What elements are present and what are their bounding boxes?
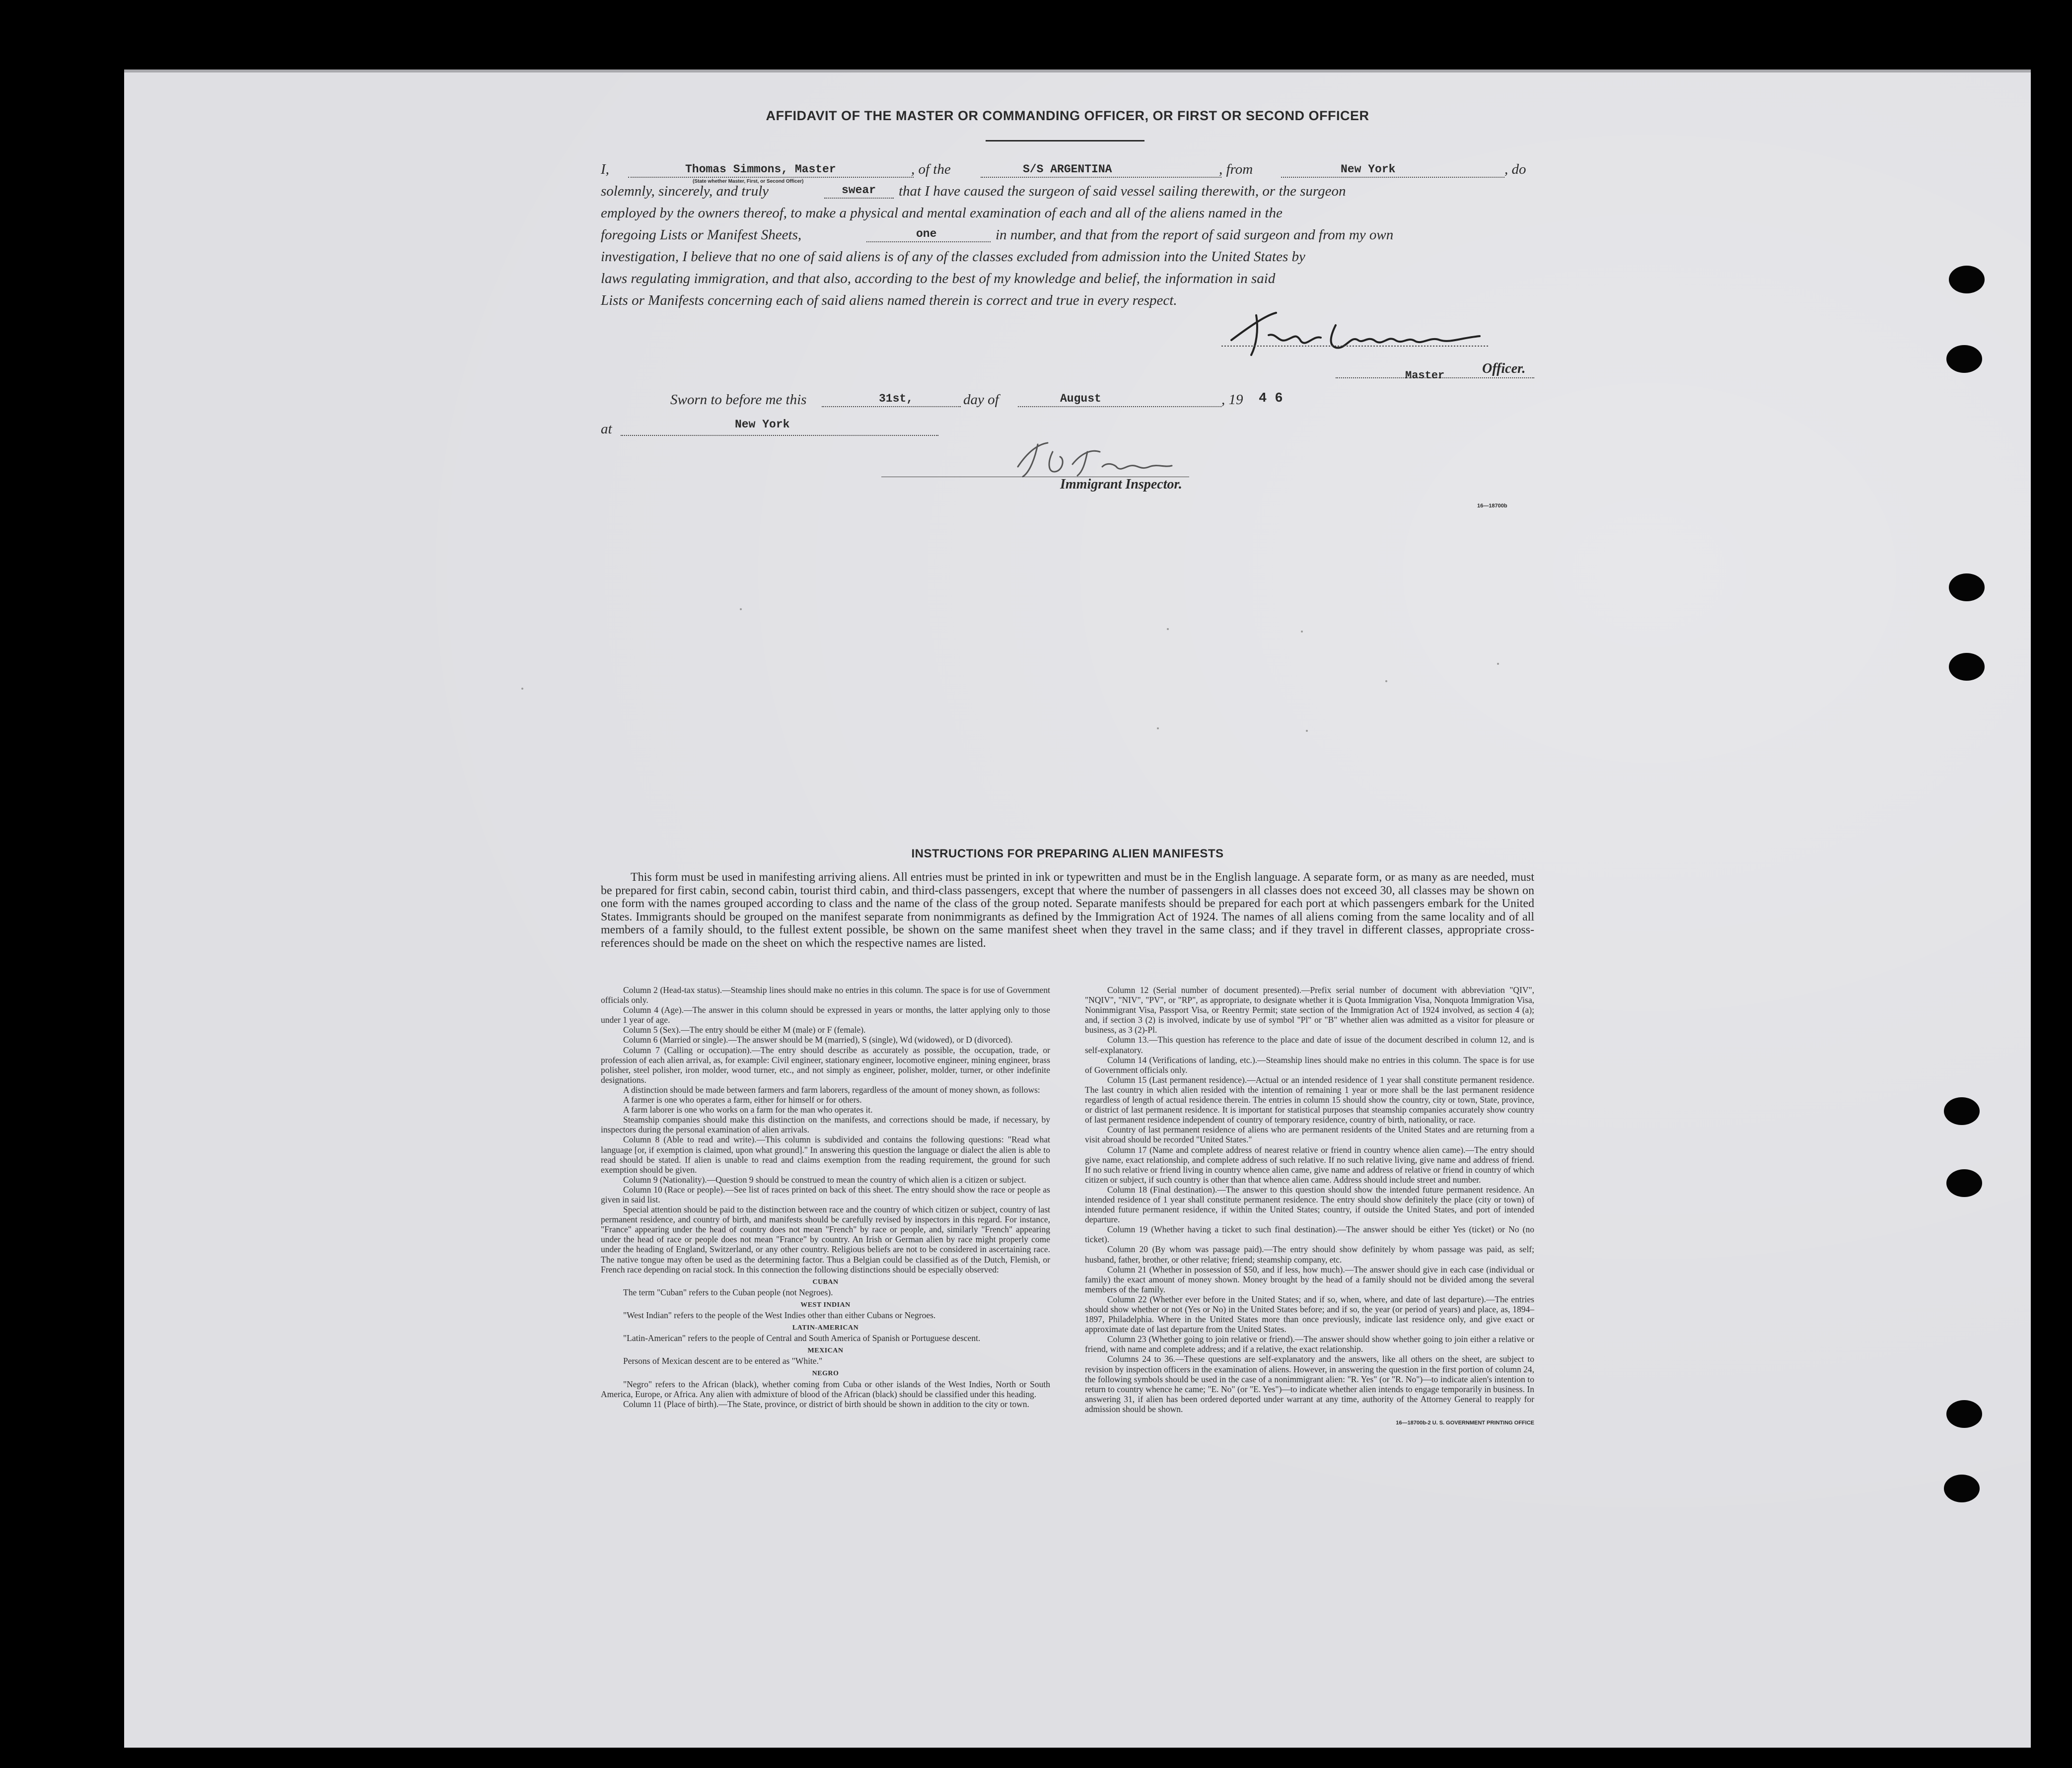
speckle xyxy=(1301,631,1303,633)
mexican-text: Persons of Mexican descent are to be entered as "White." xyxy=(623,1356,823,1366)
name-rule xyxy=(628,177,914,178)
latin-american-heading: LATIN-AMERICAN xyxy=(792,1324,859,1332)
sheet-count: one xyxy=(916,227,937,240)
affidavit-line-2b: that I have caused the surgeon of said vessel sailing therewith, or the surgeon xyxy=(899,183,1346,199)
instruction-paragraph: Column 22 (Whether ever before in the United States; and if so, when, where, and date of last departure).—The entries should show whether or not (Yes or No) in the United States before; and if so, the year (or period of years) and place, as, 1894–1897, Philadelphia. Where in the United States more than once previously, indicate last residence only, and give exact or approximate date of last departure from the United States. xyxy=(1085,1294,1534,1335)
cuban-text: The term "Cuban" refers to the Cuban people (not Negroes). xyxy=(623,1287,833,1297)
instruction-paragraph: Columns 24 to 36.—These questions are self-explanatory and the answers, like all others on the sheet, are subject to revision by inspection officers in the examination of aliens. However, in answering the question in the first portion of column 24, the following symbols should be used in the case of a nonimmigrant alien: "R. Yes" (or "R. No")—to indicate alien's intention to return to country whence he came; "E. No" (or "E. Yes")—to indicate whether alien intends to engage temporarily in business. In answering 31, if alien has been ordered deported under warrant at any time, authority of the Attorney General to reapply for admission should be shown. xyxy=(1085,1354,1534,1414)
sheet-rule xyxy=(866,241,991,242)
master-signature xyxy=(1221,305,1500,360)
sworn-text-c: , 19 xyxy=(1221,392,1243,408)
speckle xyxy=(1306,730,1308,732)
sworn-text-b: day of xyxy=(963,392,999,408)
instruction-paragraph: Column 5 (Sex).—The entry should be either M (male) or F (female). xyxy=(623,1025,866,1035)
instruction-paragraph: Column 8 (Able to read and write).—This column is subdivided and contains the following questions: "Read what language [or, if exemption is claimed, upon what ground]." In answering this question the language or dialect the alien is able to read should be stated. If alien is unable to read and claims exemption from the reading requirement, the ground for such exemption should be given. xyxy=(601,1134,1050,1175)
master-name: Thomas Simmons, Master xyxy=(685,163,836,176)
speckle xyxy=(1157,727,1159,729)
instruction-paragraph: A farm laborer is one who works on a farm for the man who operates it. xyxy=(623,1105,873,1115)
inspector-signature xyxy=(1008,437,1197,482)
instructions-title: INSTRUCTIONS FOR PREPARING ALIEN MANIFESTS xyxy=(911,847,1224,860)
instruction-paragraph: Column 18 (Final destination).—The answer to this question should show the intended future permanent residence. An intended residence of 1 year shall constitute permanent residence. The entry should show definitely the place (city or town) of intended future permanent residence, if within the United States; country, if outside the United States, and port of intended departure. xyxy=(1085,1184,1534,1225)
officer-typed: Master xyxy=(1405,369,1445,382)
speckle xyxy=(1385,680,1387,682)
title-rule xyxy=(986,140,1144,141)
from-text: , from xyxy=(1219,161,1253,177)
instruction-paragraph: Column 17 (Name and complete address of nearest relative or friend in country whence alien came).—The entry should give name, exact relationship, and complete address of such relative. If no such relative living, give name and address of friend. If no such relative or friend living in country whence alien came, give name and address of relative or friend in country of which citizen or subject, if such country is other than that whence alien came. Address should include street and number. xyxy=(1085,1144,1534,1185)
instruction-paragraph: Column 13.—This question has reference to the place and date of issue of the document described in column 12, and is self-explanatory. xyxy=(1085,1035,1534,1055)
affidavit-line-3: employed by the owners thereof, to make a physical and mental examination of each and all of the aliens named in the xyxy=(601,205,1283,221)
instruction-paragraph: Column 2 (Head-tax status).—Steamship lines should make no entries in this column. The space is for use of Government officials only. xyxy=(601,985,1050,1005)
affidavit-line-5: investigation, I believe that no one of said aliens is of any of the classes excluded from admission into the United States by xyxy=(601,249,1305,265)
sworn-year: 4 6 xyxy=(1259,391,1283,406)
officer-label: Officer. xyxy=(1482,361,1526,376)
affidavit-line-4a: foregoing Lists or Manifest Sheets, xyxy=(601,227,802,243)
form-number: 16—18700b xyxy=(1477,503,1507,509)
instruction-paragraph: Special attention should be paid to the distinction between race and the country of which citizen or subject, country of last permanent residence, and country of birth, and manifests should be carefully revised by inspectors in this regard. For instance, "France" appearing under the head of country does not mean "French" by race or people, and, similarly "French" appearing under the head of race or people does not mean "France" by country. An Irish or German alien by race might properly come under the heading of England, Switzerland, or any other country. Religious beliefs are not to be considered in ascertaining race. The native tongue may often be used as the determining factor. Thus a Belgian could be classified as of the Dutch, Flemish, or French race depending on racial stock. In this connection the following distinctions should be especially observed: xyxy=(601,1204,1050,1274)
binder-hole xyxy=(1944,1097,1980,1125)
speckle xyxy=(1167,628,1169,630)
at-rule xyxy=(621,435,938,436)
inspector-label: Immigrant Inspector. xyxy=(1060,477,1182,492)
vessel-rule xyxy=(981,177,1221,178)
affidavit-line-2a: solemnly, sincerely, and truly xyxy=(601,183,769,199)
mexican-heading: MEXICAN xyxy=(807,1347,844,1355)
instruction-paragraph: Column 4 (Age).—The answer in this column should be expressed in years or months, the latter applying only to those under 1 year of age. xyxy=(601,1005,1050,1025)
binder-hole xyxy=(1946,1400,1982,1428)
vessel-name: S/S ARGENTINA xyxy=(1023,163,1112,176)
instructions-left-column xyxy=(601,985,1050,1409)
instruction-paragraph: Column 6 (Married or single).—The answer should be M (married), S (single), Wd (widowed), or D (divorced). xyxy=(623,1035,1013,1045)
binder-hole xyxy=(1949,573,1985,601)
west-indian-text: "West Indian" refers to the people of the West Indies other than either Cubans or Negroes. xyxy=(623,1310,936,1320)
instruction-paragraph: Column 15 (Last permanent residence).—Actual or an intended residence of 1 year shall constitute permanent residence. The last country in which alien resided with the intention of remaining 1 year or more shall be the last permanent residence regardless of length of actual residence therein. The entries in column 15 should show the country, city or town, State, province, or district of last permanent residence. It is important for statistical purposes that steamship companies accurately show country of last permanent residence independent of country of temporary residence, country of birth, nationality, or race. xyxy=(1085,1074,1534,1125)
binder-hole xyxy=(1944,1475,1980,1502)
binder-hole xyxy=(1946,1169,1982,1197)
instruction-paragraph: Steamship companies should make this distinction on the manifests, and corrections should be made, if necessary, by inspectors during the personal examination of alien arrivals. xyxy=(601,1115,1050,1135)
binder-hole xyxy=(1949,653,1985,681)
instruction-paragraph: Column 20 (By whom was passage paid).—The entry should show definitely by whom passage was paid, as self; husband, father, brother, or other relative; friend; steamship company, etc. xyxy=(1085,1244,1534,1265)
at-text: at xyxy=(601,421,612,437)
instruction-paragraph: Column 21 (Whether in possession of $50, and if less, how much).—The answer should give in each case (individual or family) the exact amount of money shown. Money brought by the head of a family should not be divided among the several members of the family. xyxy=(1085,1264,1534,1294)
do-text: , do xyxy=(1504,161,1526,177)
instruction-paragraph: Country of last permanent residence of aliens who are permanent residents of the United States and are returning from a visit abroad should be recorded "United States." xyxy=(1085,1125,1534,1145)
instruction-paragraph: Column 7 (Calling or occupation).—The entry should describe as accurately as possible, the occupation, trade, or profession of each alien arrival, as, for example: Civil engineer, stationary engineer, locomotive engineer, mining engineer, brass polisher, steel polisher, iron molder, wood turner, etc., and not simply as engineer, polisher, molder, turner, or other indefinite designations. xyxy=(601,1045,1050,1085)
printing-office-footer: 16—18700b-2 U. S. GOVERNMENT PRINTING OFFICE xyxy=(1396,1420,1534,1426)
state-note: (State whether Master, First, or Second Officer) xyxy=(693,179,804,184)
sworn-text-a: Sworn to before me this xyxy=(670,392,807,408)
instruction-paragraph: Column 10 (Race or people).—See list of races printed on back of this sheet. The entry should show the race or people as given in said list. xyxy=(601,1184,1050,1204)
oath-word: swear xyxy=(842,184,876,197)
affidavit-line-6: laws regulating immigration, and that also, according to the best of my knowledge and belief, the information in said xyxy=(601,271,1276,286)
speckle xyxy=(740,608,742,610)
binder-hole xyxy=(1949,266,1985,293)
negro-heading: NEGRO xyxy=(812,1370,839,1378)
column-11-text: Column 11 (Place of birth).—The State, province, or district of birth should be shown in addition to the city or town. xyxy=(623,1399,1029,1409)
sworn-month: August xyxy=(1060,392,1101,405)
affidavit-line-4b: in number, and that from the report of said surgeon and from my own xyxy=(996,227,1394,243)
instruction-paragraph: A distinction should be made between farmers and farm laborers, regardless of the amount of money shown, as follows: xyxy=(623,1084,1040,1095)
instruction-paragraph: Column 12 (Serial number of document presented).—Prefix serial number of document with abbreviation "QIV", "NQIV", "NIV", "PV", or "RP", as appropriate, to designate whether it is Quota Immigration Visa, Nonquota Immigration Visa, Nonimmigrant Visa, Passport Visa, or Reentry Permit; state section of the Immigration Act of 1924 involved, as section 4 (a); and, if section 3 (2) is involved, indicate by use of symbol "Pl" or "B" whether alien was admitted as a visitor for pleasure or business, as 3 (2)-Pl. xyxy=(1085,985,1534,1035)
negro-text: "Negro" refers to the African (black), whether coming from Cuba or other islands of the West Indies, North or South America, Europe, or Africa. Any alien with admixture of blood of the African (black) should be classified under this heading. xyxy=(601,1379,1050,1399)
binder-hole xyxy=(1946,345,1982,373)
affidavit-title: AFFIDAVIT OF THE MASTER OR COMMANDING OFFICER, OR FIRST OR SECOND OFFICER xyxy=(766,108,1369,123)
oath-rule xyxy=(824,198,894,199)
of-the-text: , of the xyxy=(911,161,951,177)
cuban-heading: CUBAN xyxy=(812,1278,839,1286)
instructions-right-column xyxy=(1085,985,1534,1428)
latin-american-text: "Latin-American" refers to the people of Central and South America of Spanish or Portuguese descent. xyxy=(623,1333,981,1344)
month-rule xyxy=(1018,406,1221,407)
instruction-paragraph: Column 14 (Verifications of landing, etc.).—Steamship lines should make no entries in this column. The space is for use of Government officials only. xyxy=(1085,1055,1534,1075)
at-place: New York xyxy=(735,418,790,431)
port-name: New York xyxy=(1341,163,1396,176)
day-rule xyxy=(822,406,961,407)
page-edge xyxy=(124,70,2031,72)
port-rule xyxy=(1281,177,1504,178)
speckle xyxy=(521,688,523,690)
instruction-paragraph: Column 9 (Nationality).—Question 9 should be construed to mean the country of which alien is a citizen or subject. xyxy=(623,1174,1026,1185)
west-indian-heading: WEST INDIAN xyxy=(800,1301,851,1309)
speckle xyxy=(1497,663,1499,665)
instructions-intro: This form must be used in manifesting arriving aliens. All entries must be printed in ink or typewritten and must be in the English language. A separate form, or as many as are needed, must be prepared for first cabin, second cabin, tourist third cabin, and third-class passengers, except that where the number of passengers in all classes does not exceed 30, all classes may be shown on one form with the names grouped according to class and the name of the class of the group noted. Separate manifests should be prepared for each port at which passengers embark for the United States. Immigrants should be grouped on the manifest separate from nonimmigrants as defined by the Immigration Act of 1924. The names of all aliens coming from the same locality and of all members of a family should, to the fullest extent possible, be shown on the same manifest sheet when they travel in the same class; and if they travel in different classes, appropriate cross-references should be made on the sheet on which the respective names are listed. xyxy=(601,871,1534,950)
affidavit-line-7: Lists or Manifests concerning each of said aliens named therein is correct and true in every respect. xyxy=(601,292,1177,308)
sworn-day: 31st, xyxy=(879,392,914,405)
affidavit-i: I, xyxy=(601,161,609,177)
instruction-paragraph: Column 23 (Whether going to join relative or friend).—The answer should show whether going to join either a relative or friend, with name and complete address; and if a relative, the exact relationship. xyxy=(1085,1334,1534,1354)
instruction-paragraph: Column 19 (Whether having a ticket to such final destination).—The answer should be either Yes (ticket) or No (no ticket). xyxy=(1085,1224,1534,1245)
instruction-paragraph: A farmer is one who operates a farm, either for himself or for others. xyxy=(623,1095,862,1105)
